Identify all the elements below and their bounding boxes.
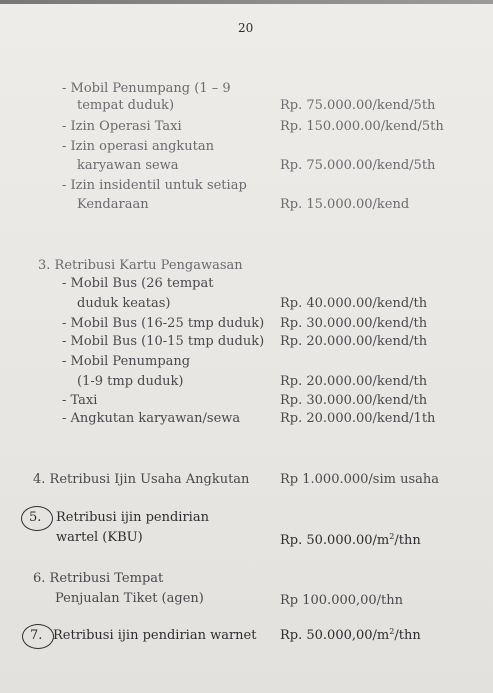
s3-line-5: - Mobil Penumpang [62,354,191,369]
scan-edge [0,0,493,4]
block-a-line-2: tempat duduk) [77,98,175,113]
block-a-amount-2: Rp. 75.000.00/kend/5th [280,98,436,113]
item-7-number: 7. [30,628,43,643]
section-3-heading: 3. Retribusi Kartu Pengawasan [38,258,243,273]
block-a-line-4: - Izin operasi angkutan [62,139,214,154]
s3-amount-8: Rp. 20.000.00/kend/1th [280,411,436,426]
s3-line-8: - Angkutan karyawan/sewa [62,411,241,426]
item-5-label-1: Retribusi ijin pendirian [56,510,209,525]
s3-amount-7: Rp. 30.000.00/kend/th [280,393,428,408]
item-5-amount: Rp. $50.000.00/m^2$/thn [280,532,421,548]
block-a-line-5: karyawan sewa [77,158,179,173]
block-a-amount-3: Rp. 150.000.00/kend/5th [280,119,444,134]
s3-line-4: - Mobil Bus (10-15 tmp duduk) [62,334,265,349]
item-4-label: 4. Retribusi Ijin Usaha Angkutan [33,472,250,487]
s3-amount-3: Rp. 30.000.00/kend/th [280,316,428,331]
item-6-label-1: 6. Retribusi Tempat [33,571,164,586]
s3-line-3: - Mobil Bus (16-25 tmp duduk) [62,316,265,331]
block-a-line-1: - Mobil Penumpang (1 – 9 [62,81,231,96]
item-6-label-2: Penjualan Tiket (agen) [55,591,204,606]
block-a-line-6: - Izin insidentil untuk setiap [62,178,247,193]
item-5-number: 5. [29,510,42,525]
s3-line-1: - Mobil Bus (26 tempat [62,276,214,291]
block-a-amount-5: Rp. 75.000.00/kend/5th [280,158,436,173]
item-6-amount: Rp 100.000,00/thn [280,593,404,608]
block-a-line-7: Kendaraan [77,197,149,212]
s3-amount-6: Rp. 20.000.00/kend/th [280,374,428,389]
s3-amount-4: Rp. 20.000.00/kend/th [280,334,428,349]
item-7-amount: Rp. $50.000,00/m^2$/thn [280,627,421,643]
block-a-amount-7: Rp. 15.000.00/kend [280,197,410,212]
s3-line-2: duduk keatas) [77,296,171,311]
s3-line-6: (1-9 tmp duduk) [77,374,184,389]
s3-line-7: - Taxi [62,393,98,408]
item-7-label: Retribusi ijin pendirian warnet [53,628,257,643]
s3-amount-2: Rp. 40.000.00/kend/th [280,296,428,311]
block-a-line-3: - Izin Operasi Taxi [62,119,182,134]
item-5-label-2: wartel (KBU) [56,530,143,545]
item-4-amount: Rp 1.000.000/sim usaha [280,472,439,487]
page-number: 20 [238,21,254,35]
